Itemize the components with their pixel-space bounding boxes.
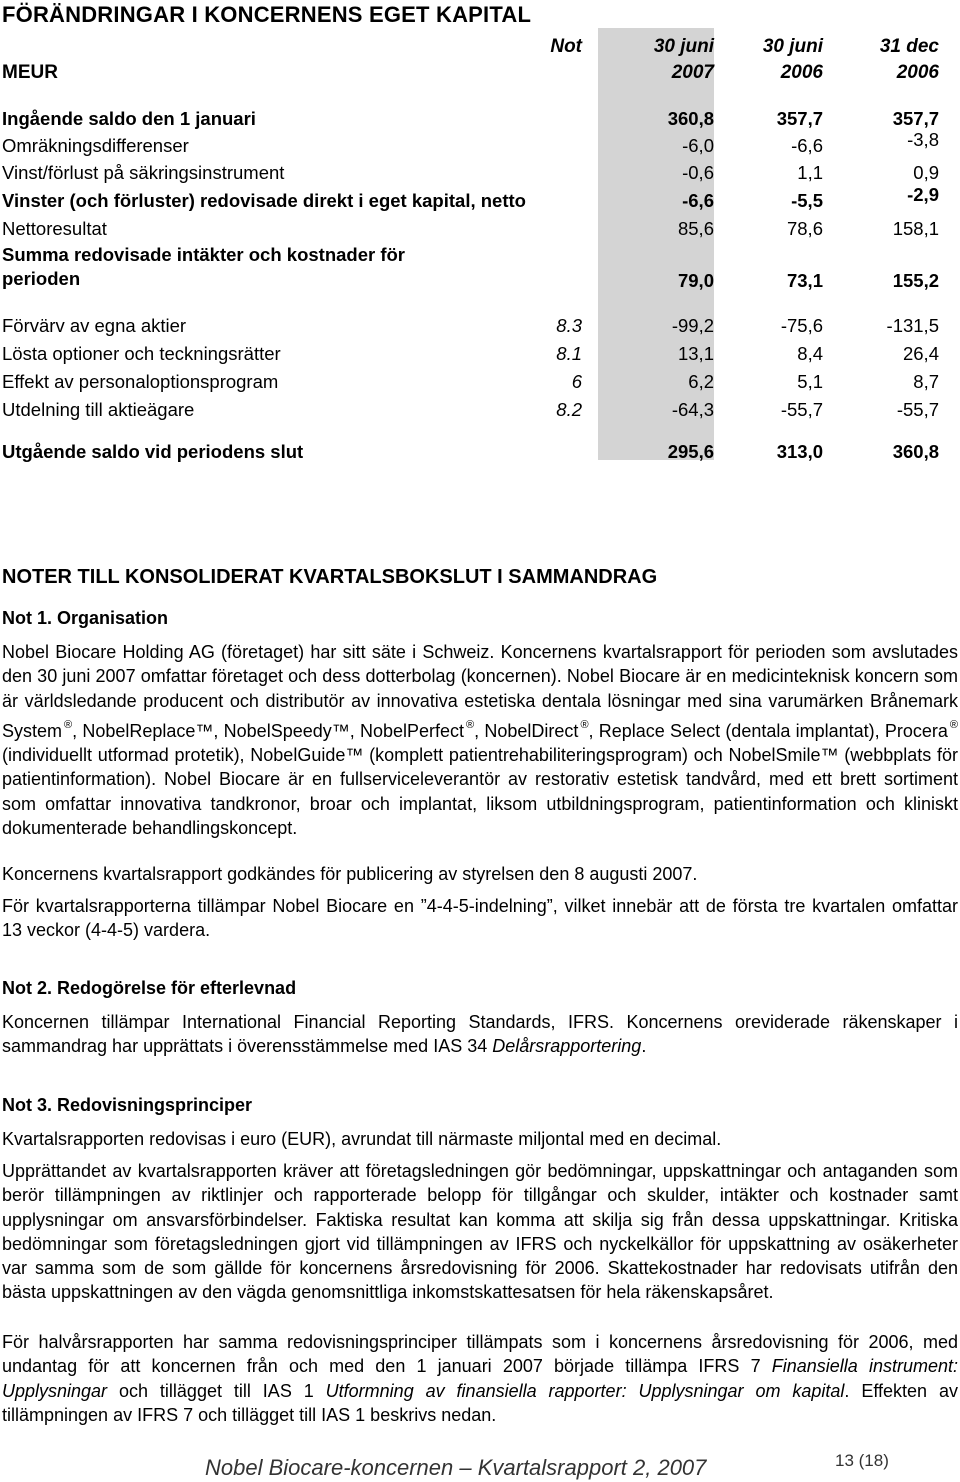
text-run: . Effekten av tillämpningen av IFRS 7 och tillägget till IAS 1 beskrivs nedan.: [2, 1380, 958, 1425]
cell-value: 158,1: [892, 218, 939, 239]
footer-text: Nobel Biocare-koncernen – Kvartalsrapport 2, 2007: [205, 1455, 707, 1480]
text-run: , NobelDirect: [474, 720, 579, 741]
section-heading-not2: Not 2. Redogörelse för efterlevnad: [2, 978, 297, 998]
table-row: [0, 218, 960, 244]
cell-value: -6,6: [682, 190, 714, 211]
row-label: Lösta optioner och teckningsrätter: [2, 343, 281, 364]
cell-value: -75,6: [780, 315, 823, 336]
text-run: Koncernen tillämpar International Financial Reporting Standards, IFRS. Koncernens oreviderade räkenskaper i sammandrag har upprättats i överensstämmelse med IAS 34: [2, 1012, 958, 1057]
cell-value: 357,7: [776, 108, 823, 129]
text-run: , Replace Select (dentala implantat), Procera: [588, 720, 948, 741]
cell-value: 8,4: [797, 343, 823, 364]
row-label: Vinster (och förluster) redovisade direkt i eget kapital, netto: [2, 190, 526, 211]
text-run: och tillägget till IAS 1: [107, 1380, 326, 1401]
text-run: .: [641, 1036, 647, 1057]
cell-value: -55,7: [780, 399, 823, 420]
cell-value: -131,5: [886, 315, 939, 336]
cell-value: 26,4: [902, 343, 939, 364]
not3-paragraph-2: Upprättandet av kvartalsrapporten kräver att företagsledningen gör bedömningar, uppskattningar och antaganden som berör tillämpningen av riktlinjer och rapporterade belopp för tillgångar och skulder, intäkter och kostnader samt upplysningar om ansvarsförbindelser. Faktiska resultat kan komma att skilja sig från dessa uppskattningar. Kritiska bedömningar som företagsledningen gjort vid tillämpningen av IFRS och nyckelkällor för uppskattning av osäkerheter var samma som de som gällde för koncernens årsredovisning för 2006. Skattekostnader har redovisats utifrån den bästa uppskattningen av den vägda genomsnittliga inkomstskattesatsen för hela räkenskapsåret.: [2, 1161, 958, 1303]
text-run: Nobel Biocare Holding AG (företaget) har sitt säte i Schweiz. Koncernens kvartalsrapport för perioden som avslutades den 30 juni 2007 omfattar företaget och dess dotterbolag (koncernen). Nobel Biocare är en medicinteknisk koncern som är världsledande producent och distributör av innovativa estetiska dentala lösningar med sina varumärken Brånemark System: [2, 642, 958, 741]
registered-mark: ®: [580, 718, 589, 731]
row-label: Effekt av personaloptionsprogram: [2, 371, 279, 392]
cell-value: 357,7: [892, 108, 939, 129]
header-col1-line1: 30 juni: [653, 36, 714, 57]
row-label: Omräkningsdifferenser: [2, 135, 189, 156]
cell-value: 8,7: [913, 371, 939, 392]
section-heading-not3: Not 3. Redovisningsprinciper: [2, 1095, 253, 1115]
cell-value: 360,8: [667, 108, 714, 129]
cell-value: 155,2: [892, 270, 939, 291]
cell-value: -6,6: [791, 135, 823, 156]
row-label: Ingående saldo den 1 januari: [2, 108, 256, 129]
table-row: [0, 441, 960, 467]
note-ref: 8.1: [556, 343, 582, 364]
cell-value: -5,5: [791, 190, 823, 211]
table-row: [0, 108, 960, 134]
not2-paragraph-1: [2, 1010, 958, 1059]
header-col1-line2: 2007: [671, 62, 714, 83]
not1-paragraph-3: För kvartalsrapporterna tillämpar Nobel Biocare en ”4-4-5-indelning”, vilket innebär att de första tre kvartalen omfattar 13 veckor (4-4-5) vardera.: [2, 896, 958, 941]
not3-paragraph-1: Kvartalsrapporten redovisas i euro (EUR), avrundat till närmaste miljontal med en decimal.: [2, 1129, 722, 1149]
registered-mark: ®: [466, 718, 475, 731]
cell-value: -6,0: [682, 135, 714, 156]
registered-mark: ®: [64, 718, 73, 731]
header-col3-line1: 31 dec: [879, 36, 939, 57]
cell-value: -99,2: [671, 315, 714, 336]
row-label: Summa redovisade intäkter och kostnader för: [2, 244, 406, 265]
row-label: Vinst/förlust på säkringsinstrument: [2, 162, 285, 183]
cell-value: 78,6: [786, 218, 823, 239]
cell-value: 360,8: [892, 441, 939, 462]
not1-paragraph-1: [2, 640, 958, 840]
cell-value: -64,3: [671, 399, 714, 420]
header-not: Not: [550, 36, 582, 57]
row-label: Nettoresultat: [2, 218, 107, 239]
section-heading-not1: Not 1. Organisation: [2, 608, 169, 628]
table-row: [0, 162, 960, 188]
note-ref: 6: [571, 371, 582, 392]
cell-value: 73,1: [786, 270, 823, 291]
cell-value: 1,1: [797, 162, 823, 183]
note-ref: 8.2: [556, 399, 582, 420]
cell-value: 6,2: [688, 371, 714, 392]
cell-value: 13,1: [677, 343, 714, 364]
text-run: , NobelReplace™, NobelSpeedy™, NobelPerfect: [72, 720, 465, 741]
table-row: [0, 315, 960, 341]
row-label: Utdelning till aktieägare: [2, 399, 195, 420]
italic-term: Delårsrapportering: [492, 1036, 642, 1057]
cell-value: 295,6: [667, 441, 714, 462]
cell-value: 85,6: [677, 218, 714, 239]
unit-label: MEUR: [2, 62, 58, 83]
cell-value: -0,6: [682, 162, 714, 183]
table-row: [0, 184, 960, 216]
header-col2-line2: 2006: [780, 62, 823, 83]
table-row: [0, 399, 960, 425]
cell-value: -55,7: [896, 399, 939, 420]
not1-paragraph-2: Koncernens kvartalsrapport godkändes för publicering av styrelsen den 8 augusti 2007.: [2, 864, 698, 884]
row-label-continued: perioden: [2, 268, 81, 289]
text-run: (individuellt utformad protetik), NobelGuide™ (komplett patientrehabiliteringsprogram) och NobelSmile™ (webbplats för patientinformation). Nobel Biocare är en fullserviceleverantör av restorativ estetisk tandvård, med ett brett sortiment som omfattar innovativa tandkronor, broar och implantat, liksom utbildningsprogram, patientinformation och kliniskt dokumenterade behandlingskoncept.: [2, 745, 958, 839]
registered-mark: ®: [949, 718, 959, 731]
note-ref: 8.3: [556, 315, 582, 336]
notes-heading: NOTER TILL KONSOLIDERAT KVARTALSBOKSLUT I SAMMANDRAG: [2, 566, 658, 588]
header-col2-line1: 30 juni: [762, 36, 823, 57]
table-row: [0, 244, 960, 294]
page-number: 13 (18): [835, 1451, 889, 1470]
header-col3-line2: 2006: [896, 62, 939, 83]
table-row: [0, 129, 960, 161]
table-row: [0, 343, 960, 369]
italic-term: Utformning av finansiella rapporter: Upplysningar om kapital: [325, 1380, 845, 1401]
row-label: Utgående saldo vid periodens slut: [2, 441, 304, 462]
cell-value: 79,0: [677, 270, 714, 291]
cell-value: 313,0: [776, 441, 823, 462]
text-run: För halvårsrapporten har samma redovisningsprinciper tillämpats som i koncernens årsredovisning för 2006, med undantag för att koncernen från och med den 1 januari 2007 började tillämpa IFRS 7: [2, 1332, 958, 1377]
cell-value: 5,1: [797, 371, 823, 392]
not3-paragraph-3: [2, 1330, 958, 1427]
row-label: Förvärv av egna aktier: [2, 315, 187, 336]
italic-term: Finansiella instrument: Upplysningar: [2, 1356, 958, 1401]
cell-value: 0,9: [913, 162, 939, 183]
cell-value: -2,9: [907, 184, 939, 205]
page-title: FÖRÄNDRINGAR I KONCERNENS EGET KAPITAL: [2, 2, 532, 27]
cell-value: -3,8: [907, 129, 939, 150]
table-row: [0, 371, 960, 397]
